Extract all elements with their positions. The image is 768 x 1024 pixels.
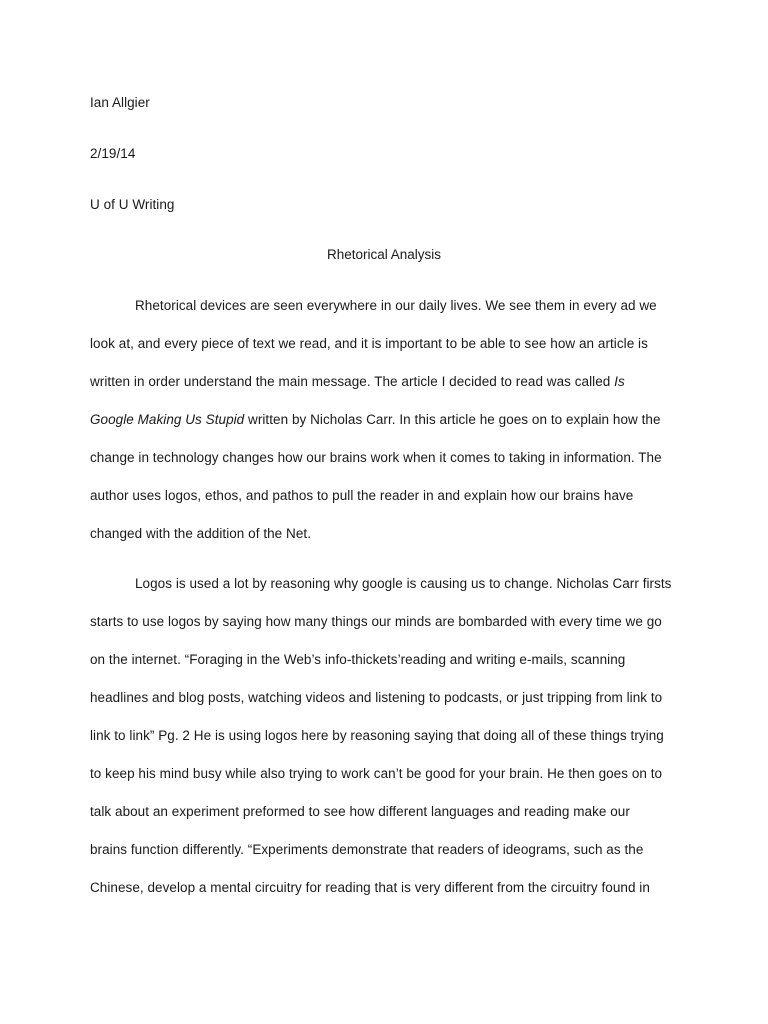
article-title-part-1: Is [614,374,625,389]
paragraph-1-line-2: look at, and every piece of text we read, and it is important to be able to see how an article is [90,336,648,351]
paragraph-1-line-4 [90,411,661,429]
paragraph-2-line-2: starts to use logos by saying how many things our minds are bombarded with every time we go [90,614,662,629]
paragraph-1-line-1: Rhetorical devices are seen everywhere in our daily lives. We see them in every ad we [135,298,657,313]
article-title-part-2: Google Making Us Stupid [90,412,245,427]
paragraph-2-line-6: to keep his mind busy while also trying to work can’t be good for your brain. He then goes on to [90,766,663,781]
paragraph-2-line-3: on the internet. “Foraging in the Web’s info-thickets’reading and writing e-mails, scanning [90,652,626,667]
paragraph-1-line-4-text: written by Nicholas Carr. In this article he goes on to explain how the [244,412,661,427]
paragraph-1-line-7: changed with the addition of the Net. [90,526,312,541]
document-title: Rhetorical Analysis [326,247,442,262]
paragraph-2-line-9: Chinese, develop a mental circuitry for reading that is very different from the circuitry found in [90,880,650,895]
paragraph-1-line-3 [90,373,625,391]
paragraph-2-line-4: headlines and blog posts, watching videos and listening to podcasts, or just tripping from link to [90,690,663,705]
paragraph-2-line-8: brains function differently. “Experiments demonstrate that readers of ideograms, such as the [90,842,644,857]
date-line: 2/19/14 [90,146,136,161]
paragraph-1-line-5: change in technology changes how our brains work when it comes to taking in information. The [90,450,662,465]
paragraph-2-line-5: link to link” Pg. 2 He is using logos here by reasoning saying that doing all of these things trying [90,728,664,743]
paragraph-2-line-1: Logos is used a lot by reasoning why google is causing us to change. Nicholas Carr firsts [135,576,672,591]
course-name: U of U Writing [90,197,175,212]
paragraph-2-line-7: talk about an experiment preformed to see how different languages and reading make our [90,804,630,819]
paragraph-1-line-6: author uses logos, ethos, and pathos to pull the reader in and explain how our brains have [90,488,634,503]
author-name: Ian Allgier [90,95,150,110]
paragraph-1-line-3-text: written in order understand the main message. The article I decided to read was called [90,374,615,389]
